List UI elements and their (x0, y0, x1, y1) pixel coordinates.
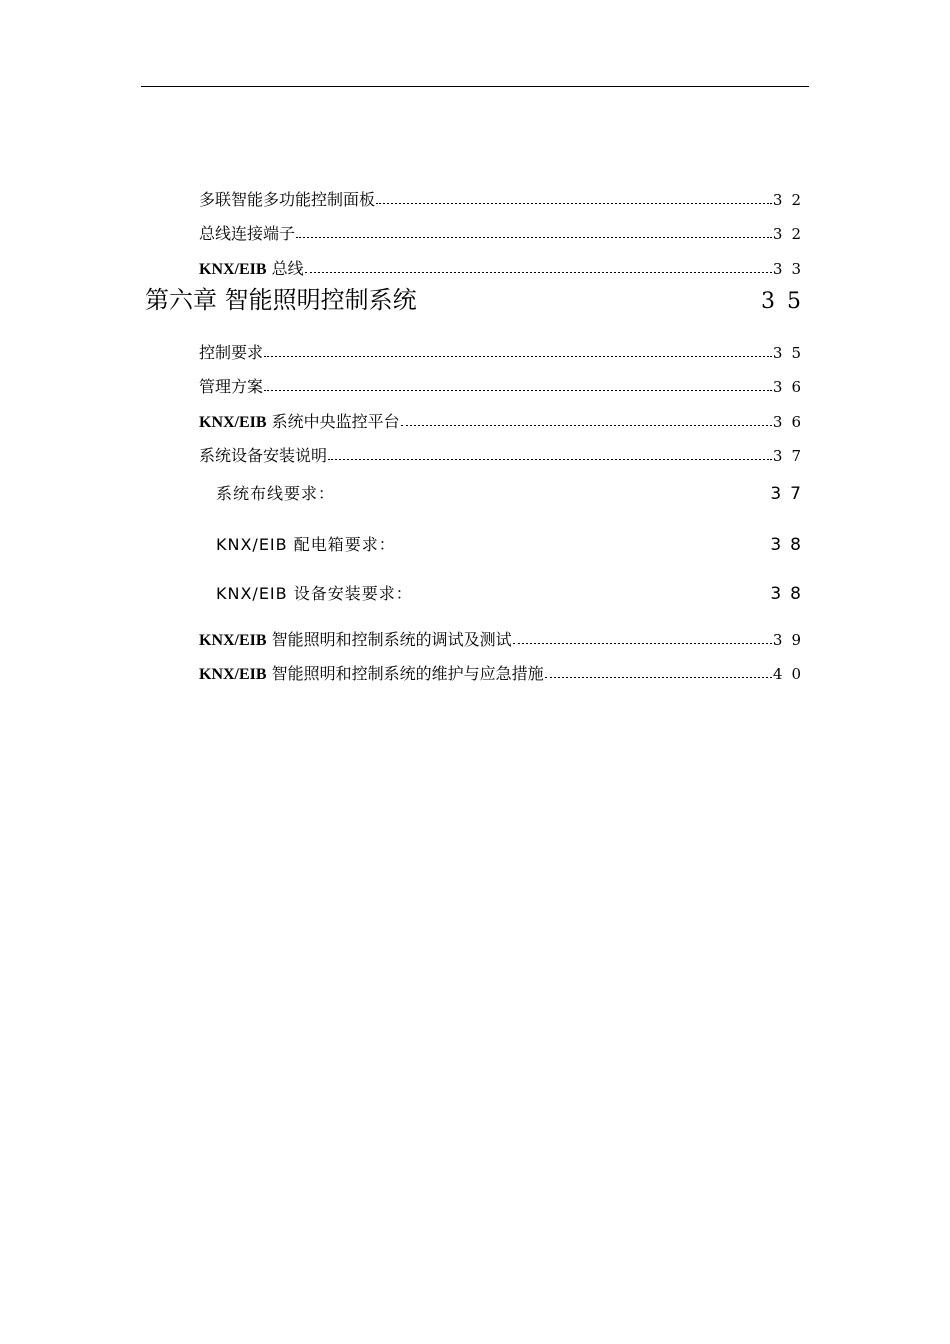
toc-entry-page: 35 (772, 344, 810, 362)
toc-subentry-page: 37 (770, 484, 810, 504)
dot-leader (513, 643, 772, 645)
toc-entry-label: KNX/EIB 系统中央监控平台 (199, 412, 400, 431)
dot-leader (296, 237, 772, 239)
line-leader (417, 598, 763, 599)
dot-leader (545, 677, 772, 679)
toc-subentry-page: 38 (770, 584, 810, 604)
toc-entry-page: 33 (772, 260, 810, 278)
toc-entry[interactable] (199, 627, 810, 650)
toc-entry[interactable] (199, 443, 810, 466)
dot-leader (401, 425, 772, 427)
toc-entry[interactable] (199, 187, 810, 210)
toc-entry-label: 控制要求 (199, 343, 264, 362)
toc-entry-label: KNX/EIB 智能照明和控制系统的维护与应急措施 (199, 664, 544, 683)
toc-entry[interactable] (199, 661, 810, 684)
toc-entry-page: 36 (772, 413, 810, 431)
toc-chapter-label: 第六章 智能照明控制系统 (145, 286, 417, 314)
toc-entry-page: 36 (772, 378, 810, 396)
toc-entry[interactable] (199, 409, 810, 432)
toc-entry-page: 40 (772, 665, 810, 683)
toc-entry-label: KNX/EIB 智能照明和控制系统的调试及测试 (199, 630, 512, 649)
toc-entry-label: 总线连接端子 (199, 224, 296, 243)
dot-leader (264, 390, 772, 392)
header-rule (141, 86, 809, 87)
toc-entry-page: 39 (772, 631, 810, 649)
toc-chapter-page: 35 (761, 289, 813, 314)
toc-subentry[interactable] (216, 532, 810, 555)
toc-entry-label: 管理方案 (199, 377, 264, 396)
toc-entry-label: 系统设备安装说明 (199, 446, 328, 465)
toc-entry[interactable] (199, 256, 810, 279)
line-leader (345, 498, 766, 499)
toc-entry[interactable] (199, 374, 810, 397)
toc-entry-label: KNX/EIB 总线 (199, 259, 304, 278)
toc-subentry-label: KNX/EIB 配电箱要求： (216, 535, 396, 554)
line-leader (400, 549, 763, 550)
toc-subentry[interactable] (216, 581, 810, 604)
toc-subentry-label: KNX/EIB 设备安装要求： (216, 584, 413, 603)
dot-leader (264, 356, 772, 358)
toc-entry-page: 32 (772, 225, 810, 243)
dot-leader (305, 272, 772, 274)
toc-entry[interactable] (199, 221, 810, 244)
dot-leader (328, 459, 772, 461)
toc-chapter[interactable] (145, 280, 813, 315)
toc-entry-label: 多联智能多功能控制面板 (199, 190, 376, 209)
toc-subentry-page: 38 (770, 535, 810, 555)
toc-entry-page: 32 (772, 191, 810, 209)
toc-entry[interactable] (199, 340, 810, 363)
toc-subentry[interactable] (216, 481, 810, 504)
toc-entry-page: 37 (772, 447, 810, 465)
dot-leader (376, 203, 772, 205)
toc-subentry-label: 系统布线要求： (216, 484, 336, 503)
dot-leader (418, 305, 760, 308)
